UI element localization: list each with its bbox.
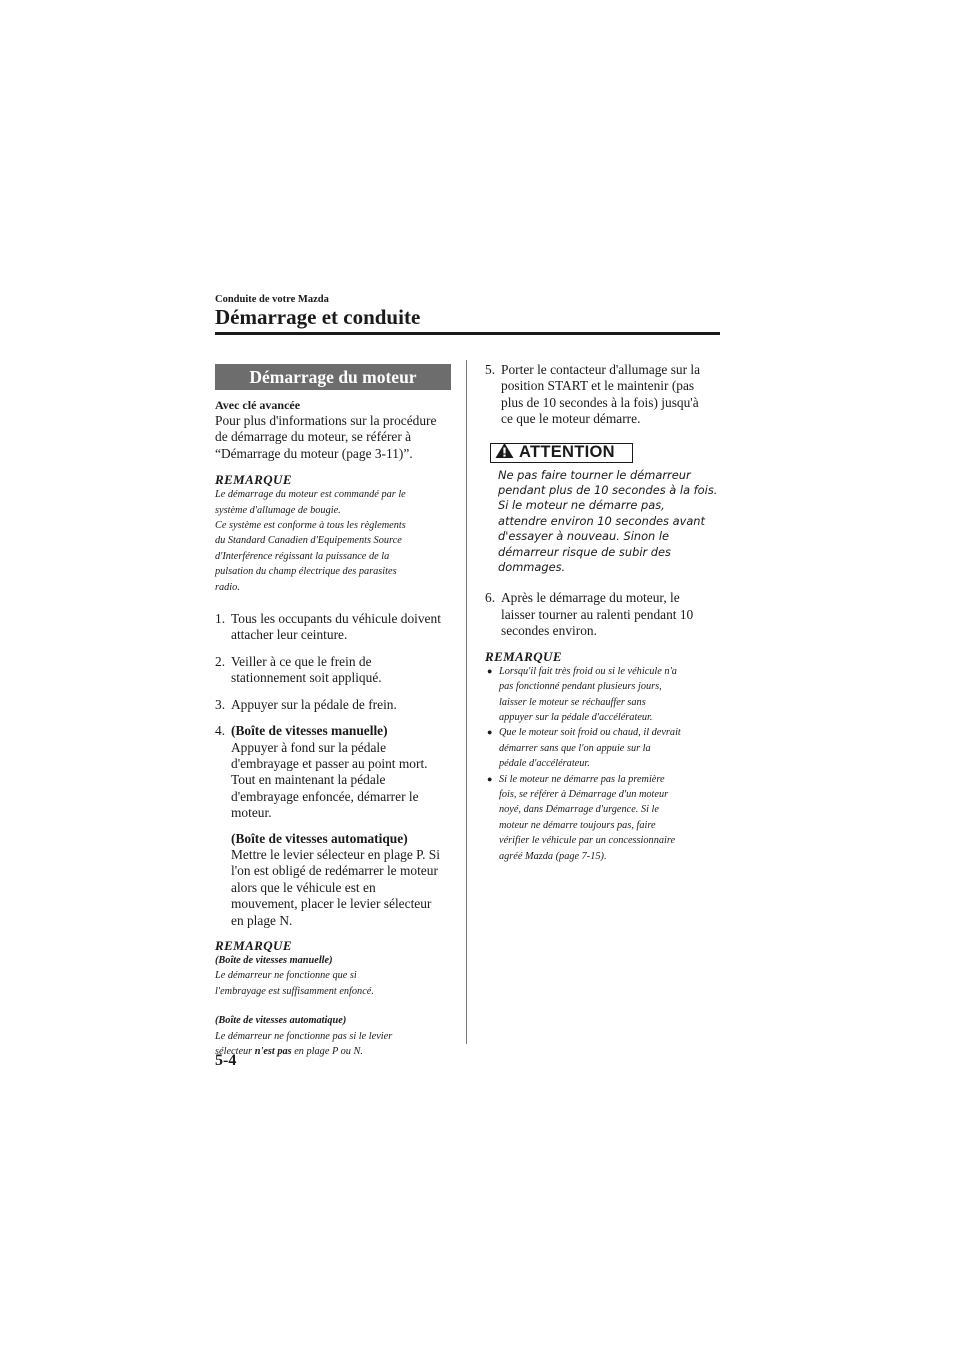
bullet-dot-icon: ● [487,727,493,738]
note-text: Le démarrage du moteur est commandé par le système d'allumage de bougie. Ce système est conforme à tous les règlements du Standard Canadien d'Equipements Source d'Interférence régissant la puissance de la pulsation du champ électrique des parasites radio. [215,489,406,593]
step-number: 2. [215,653,226,669]
step-item: 3. Appuyer sur la pédale de frein. [215,696,397,712]
note-bullet: ● Si le moteur ne démarre pas la première fois, se référer à Démarrage d'un moteur noyé, dans Démarrage d'urgence. Si le moteur ne démarre toujours pas, faire vérifier le véhicule par un concessionnaire agréé Mazda (page 7-15). [487,773,676,862]
note-bullet: ● Que le moteur soit froid ou chaud, il devrait démarrer sans que l'on appuie sur la pédale d'accélérateur. [487,727,681,770]
note-title: REMARQUE [485,648,562,664]
automatic-transmission-heading: (Boîte de vitesses automatique) [231,830,408,846]
chapter-title: Démarrage et conduite [215,305,421,329]
step-number: 3. [215,696,226,712]
note-block [485,649,725,864]
step-item: 1. Tous les occupants du véhicule doivent attacher leur ceinture. [215,611,441,643]
step-number: 5. [485,362,496,377]
chapter-label: Conduite de votre Mazda [215,294,329,305]
step-item: 2. Veiller à ce que le frein de stationnement soit appliqué. [215,653,382,686]
bullet-dot-icon: ● [487,773,493,784]
header-rule [215,332,720,335]
bullet-dot-icon: ● [487,665,493,676]
step-number: 4. [215,723,226,739]
page-number: 5-4 [215,1052,237,1069]
step-item: 4. (Boîte de vitesses manuelle) Appuyer à fond sur la pédale d'embrayage et passer au point mort. Tout en maintenant la pédale d'embrayage enfoncée, démarrer le moteur. (Boîte de vitesses automatique) Mettre le levier sélecteur en plage P. Si l'on est obligé de redémarrer le moteur alors que le véhicule est en mouvement, placer le levier sélecteur en plage N. [215,723,451,929]
column-divider [466,360,467,1044]
attention-block [485,443,725,576]
attention-label: ATTENTION [519,443,615,462]
intro-paragraph: Pour plus d'informations sur la procédure de démarrage du moteur, se référer à “Démarrage du moteur (page 3-11)”. [215,413,437,461]
step-item: 6. Après le démarrage du moteur, le laisser tourner au ralenti pendant 10 secondes environ. [485,590,694,639]
note-title: REMARQUE [215,937,292,953]
attention-text: Ne pas faire tourner le démarreur pendant plus de 10 secondes à la fois. Si le moteur ne démarre pas, attendre environ 10 secondes avant d'essayer à nouveau. Sinon le démarreur risque de subir des dommages. [498,467,718,575]
emphasis-not: n'est pas [254,1046,292,1057]
warning-triangle-icon [495,442,514,464]
step-item: 5. Porter le contacteur d'allumage sur la position START et le maintenir (pas plus de 10 secondes à la fois) jusqu'à ce que le moteur démarre. [485,362,701,427]
right-column [485,362,725,864]
step-number: 6. [485,590,496,606]
note-text: (Boîte de vitesses manuelle) Le démarreur ne fonctionne que si l'embrayage est suffisamment enfoncé. (Boîte de vitesses automatique) Le démarreur ne fonctionne pas si le levier sélecteur n'est pas en plage P ou N. [215,954,393,1057]
note-bullet: ● Lorsqu'il fait très froid ou si le véhicule n'a pas fonctionné pendant plusieurs jours, laisser le moteur se réchauffer sans appuyer sur la pédale d'accélérateur. [487,665,677,723]
note-block [215,938,451,1059]
note-block [215,472,451,595]
note-title: REMARQUE [215,472,292,488]
subheading-advanced-key: Avec clé avancée [215,398,301,412]
attention-header [490,443,633,463]
step-number: 1. [215,611,226,627]
left-column [215,364,451,1059]
section-title: Démarrage du moteur [215,364,451,390]
manual-transmission-heading: (Boîte de vitesses manuelle) [231,723,388,739]
